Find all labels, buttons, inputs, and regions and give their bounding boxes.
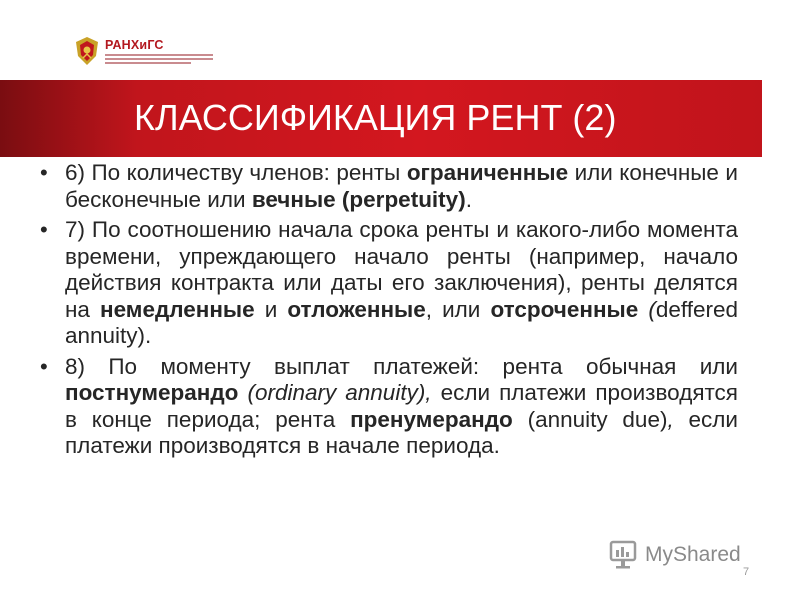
text-segment: и	[254, 296, 288, 322]
italic-text: ,	[667, 406, 674, 432]
italic-text: (ordinary annuity),	[238, 380, 432, 405]
logo-name: РАНХиГС	[105, 37, 164, 52]
text-segment: , или	[425, 296, 491, 322]
bullet-text	[65, 160, 738, 213]
text-segment: или конечные и бесконечные или	[65, 160, 738, 212]
bold-term: постнумерандо	[65, 380, 239, 405]
ranepa-emblem-icon	[74, 36, 100, 66]
bullet-item	[40, 354, 738, 460]
bullet-list	[40, 160, 738, 464]
slide-title: КЛАССИФИКАЦИЯ РЕНТ (2)	[134, 97, 617, 138]
bullet-item	[40, 160, 738, 213]
text-segment: если платежи производятся в начале периода.	[65, 406, 738, 458]
bullet-text	[65, 354, 738, 460]
text-segment: (annuity due)	[512, 406, 668, 432]
text-segment: 8) По моменту выплат платежей: рента обычная или	[65, 353, 738, 379]
bullet-marker: •	[40, 353, 48, 379]
text-segment: 7) По соотношению начала срока ренты и какого-либо момента времени, упреждающего начало ренты (например, начало действия контракта или даты его заключения), ренты делятся на	[65, 217, 738, 322]
bold-term: отложенные	[287, 296, 426, 322]
bold-term: ограниченные	[406, 160, 569, 185]
bold-term: пренумерандо	[350, 406, 513, 432]
text-segment: deffered annuity).	[65, 296, 738, 348]
bold-term: отсроченные	[490, 296, 639, 322]
bullet-item	[40, 217, 738, 350]
italic-text: (	[638, 296, 656, 322]
bullet-marker: •	[40, 160, 48, 185]
bullet-marker: •	[40, 217, 48, 242]
ranepa-logo	[74, 36, 213, 66]
bold-term: немедленные	[100, 296, 255, 322]
page-number: 7	[743, 566, 750, 578]
myshared-watermark	[609, 540, 741, 570]
text-segment: .	[465, 186, 472, 212]
bullet-text	[65, 217, 738, 350]
text-segment: 6) По количеству членов: ренты	[65, 160, 407, 185]
logo-subtitle-lines	[105, 54, 213, 64]
watermark-text: MyShared	[645, 543, 741, 566]
bold-term: вечные (perpetuity)	[251, 186, 466, 212]
text-segment: если платежи производятся в конце периода; рента	[65, 380, 738, 432]
myshared-logo-icon	[609, 540, 641, 570]
title-bar	[0, 80, 762, 157]
